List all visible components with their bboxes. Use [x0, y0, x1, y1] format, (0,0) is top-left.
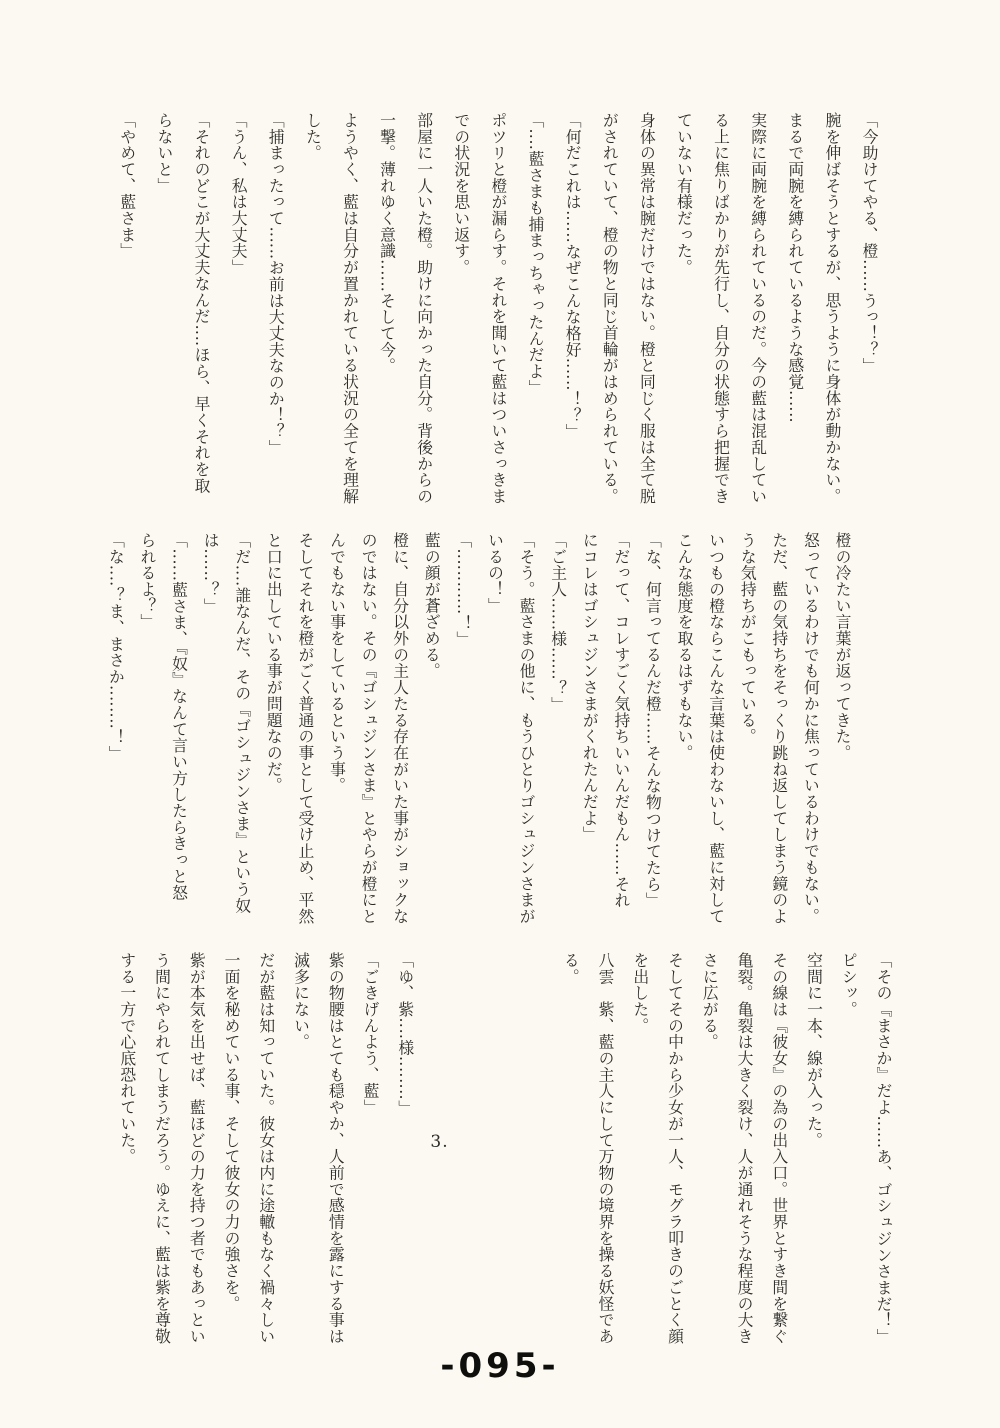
text-column: 「な、何言ってるんだ橙‥‥‥そんな物つけてたら」: [643, 532, 663, 909]
text-column: 「な‥‥？ま、まさか‥‥‥‥！」: [106, 532, 126, 763]
text-column: る。: [561, 952, 581, 985]
text-column: 「何だこれは‥‥‥なぜこんな格好‥‥‥！？」: [563, 112, 583, 441]
text-column: いつもの橙ならこんな言葉は使わないし、藍に対して: [706, 532, 726, 925]
text-column: ただ、藍の気持ちをそっくり跳ね返してしまう鏡のよ: [769, 532, 789, 925]
text-column: 「ごきげんよう、藍」: [361, 952, 380, 1116]
text-column: う間にやられてしまうだろう。ゆえに、藍は紫を尊敬: [152, 952, 172, 1345]
text-column: まるで両腕を縛られているような感覚‥‥‥: [785, 112, 805, 424]
text-column: ピシッ。: [839, 952, 859, 1018]
text-band-top: [109, 112, 888, 516]
text-column: 「だ‥‥誰なんだ、その『ゴシュジンさま』という奴: [232, 532, 252, 914]
text-column: だが藍は知っていた。彼女は内に途轍もなく禍々しい: [256, 952, 276, 1345]
text-column: 「‥‥‥‥‥‥！」: [453, 532, 473, 648]
text-column: 実際に両腕を縛られているのだ。今の藍は混乱してい: [748, 112, 768, 505]
text-column: 「その『まさか』だよ‥‥‥あ、ゴシュジンさまだ！」: [874, 952, 893, 1345]
text-column: そしてその中から少女が一人、モグラ叩きのごとく顔: [665, 952, 685, 1345]
text-column: その線は『彼女』の為の出入口。世界とすき間を繋ぐ: [769, 952, 789, 1345]
text-column: がされていて、橙の物と同じ首輪がはめられている。: [600, 112, 620, 505]
text-column: する一方で心底恐れていた。: [117, 952, 137, 1165]
text-column: 「今助けてやる、橙‥‥‥うっ！？」: [860, 112, 879, 375]
text-column: ポツリと橙が漏らす。それを聞いて藍はついさっきま: [488, 112, 508, 505]
text-column: 八雲 紫、藍の主人にして万物の境界を操る妖怪であ: [596, 952, 615, 1345]
text-column: 亀裂。亀裂は大きく裂け、人が通れそうな程度の大き: [735, 952, 754, 1345]
text-column: る上に焦りばかりが先行し、自分の状態すら把握でき: [711, 112, 731, 505]
text-column: 怒っているわけでも何かに焦っているわけでもない。: [801, 532, 821, 925]
text-column: 「それのどこが大丈夫なんだ‥‥ほら、早くそれを取: [192, 112, 212, 494]
section-number: 3.: [430, 1132, 449, 1152]
text-column: ていない有様だった。: [674, 112, 694, 276]
text-column: 「ゆ、紫‥‥様‥‥‥‥」: [395, 952, 415, 1117]
text-column: 「そう。藍さまの他に、もうひとりゴシュジンさまが: [517, 532, 537, 925]
page-number: -095-: [440, 1346, 560, 1386]
text-column: 「‥‥‥藍さま、『奴』なんて言い方したらきっと怒: [169, 532, 189, 901]
text-column: 「だって、コレすごく気持ちいいんだもん‥‥‥それ: [611, 532, 631, 909]
text-column: こんな態度を取るはずもない。: [675, 532, 695, 761]
text-column: 「‥‥藍さまも捕まっちゃったんだよ」: [526, 112, 546, 396]
text-column: にコレはゴシュジンさまがくれたんだよ」: [580, 532, 600, 843]
text-column: 「捕まったって‥‥‥お前は大丈夫なのか！？」: [266, 112, 286, 456]
text-column: 紫が本気を出せば、藍ほどの力を持つ者でもあっとい: [187, 952, 207, 1345]
text-column: そしてそれを橙がごく普通の事として受け止め、平然: [295, 532, 315, 925]
text-column: 一撃。薄れゆく意識‥‥‥そして今。: [377, 112, 397, 375]
text-column: 空間に一本、線が入った。: [804, 952, 824, 1149]
text-column: らないと」: [154, 112, 174, 194]
text-column: 紫の物腰はとても穏やか、人前で感情を露にする事は: [326, 952, 346, 1345]
text-band-bottom: [109, 952, 900, 1356]
text-column: した。: [303, 112, 323, 162]
text-column: 「うん、私は大丈夫」: [229, 112, 249, 276]
text-column: うな気持ちがこもっている。: [738, 532, 758, 745]
text-column: 部屋に一人いた橙。助けに向かった自分。背後からの: [414, 112, 434, 505]
section-number-column: [422, 952, 457, 1356]
text-column: 「ご主人‥‥‥様‥‥‥？」: [548, 532, 568, 713]
text-column: のではない。その『ゴシュジンさま』とやらが橙にと: [359, 532, 379, 925]
text-column: 一面を秘めている事、そして彼女の力の強さを。: [222, 952, 241, 1312]
text-column: んでもない事をしているという事。: [327, 532, 347, 794]
text-column: 橙に、自分以外の主人たる存在がいた事がショックな: [390, 532, 410, 925]
text-column: での状況を思い返す。: [451, 112, 471, 276]
text-column: 橙の冷たい言葉が返ってきた。: [833, 532, 852, 761]
text-column: と口に出している事が問題なのだ。: [264, 532, 284, 794]
text-column: 「やめて、藍さま」: [117, 112, 137, 260]
text-column: られるよ？」: [137, 532, 157, 631]
text-band-middle: [100, 532, 858, 936]
text-column: いるの！」: [485, 532, 505, 614]
text-column: を出した。: [630, 952, 650, 1034]
text-column: 滅多にない。: [291, 952, 311, 1051]
text-column: は‥‥‥？」: [201, 532, 221, 615]
text-column: 藍の顔が蒼ざめる。: [422, 532, 442, 680]
text-column: ようやく、藍は自分が置かれている状況の全てを理解: [340, 112, 360, 505]
text-column: 身体の異常は腕だけではない。橙と同じく服は全て脱: [637, 112, 657, 505]
text-column: 腕を伸ばそうとするが、思うように身体が動かない。: [822, 112, 842, 505]
text-column: さに広がる。: [700, 952, 720, 1051]
